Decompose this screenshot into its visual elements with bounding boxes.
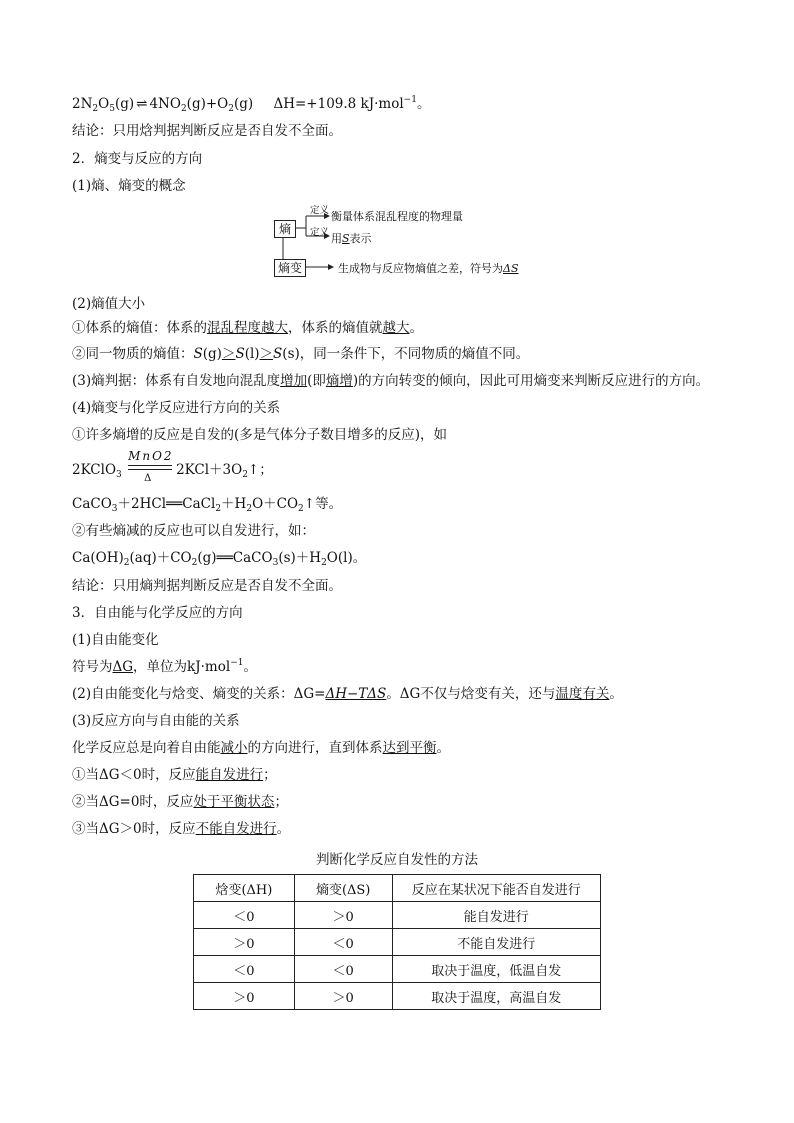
catalyst-arrow bbox=[126, 449, 176, 484]
header-enthalpy: 焓变(ΔH) bbox=[194, 875, 295, 902]
subheading-direction-free-energy: (3)反应方向与自由能的关系 bbox=[72, 713, 240, 729]
table-row bbox=[194, 983, 601, 1010]
equation-caoh2: $Ca(OH)_2(aq)+CO_2(g)══CaCO_3(s)+H_2O(l)$。 bbox=[72, 550, 367, 568]
condition-zero: ②当ΔG=0时，反应处于平衡状态； bbox=[72, 794, 288, 810]
subheading-free-energy: (1)自由能变化 bbox=[72, 632, 159, 648]
entropy-item-1: ①体系的熵值：体系的混乱程度越大，体系的熵值就越大。 bbox=[72, 320, 423, 336]
cell-entropy: ＜0 bbox=[294, 956, 392, 983]
cell-result: 能自发进行 bbox=[392, 902, 600, 929]
spontaneity-table bbox=[193, 874, 601, 1010]
header-entropy: 熵变(ΔS) bbox=[294, 875, 392, 902]
cell-entropy: ＞0 bbox=[294, 902, 392, 929]
cell-enthalpy: ＞0 bbox=[194, 929, 295, 956]
header-spontaneity: 反应在某状况下能否自发进行 bbox=[392, 875, 600, 902]
conclusion-enthalpy: 结论：只用焓判据判断反应是否自发不全面。 bbox=[72, 123, 342, 139]
cell-result: 取决于温度，低温自发 bbox=[392, 956, 600, 983]
entropy-box: 熵 bbox=[274, 220, 296, 238]
free-energy-rule: 化学反应总是向着自由能减小的方向进行，直到体系达到平衡。 bbox=[72, 740, 450, 756]
equilibrium-arrow: ⇌ bbox=[136, 96, 148, 112]
subheading-entropy-direction: (4)熵变与化学反应进行方向的关系 bbox=[72, 400, 281, 416]
entropy-change-box: 熵变 bbox=[274, 259, 306, 277]
table-header-row bbox=[194, 875, 601, 902]
subheading-entropy-magnitude: (2)熵值大小 bbox=[72, 296, 146, 312]
definition-label-2: 定义 bbox=[310, 227, 330, 238]
cell-result: 不能自发进行 bbox=[392, 929, 600, 956]
heat-label: Δ bbox=[144, 473, 152, 484]
entropy-item-2: ②同一物质的熵值：S(g)＞S(l)＞S(s)，同一条件下，不同物质的熵值不同。 bbox=[72, 346, 530, 362]
subheading-entropy-concept: (1)熵、熵变的概念 bbox=[72, 178, 186, 194]
entropy-criterion: (3)熵判据：体系有自发地向混乱度增加(即熵增)的方向转变的倾向，因此可用熵变来判断反应进行的方向。 bbox=[72, 373, 710, 389]
cell-entropy: ＞0 bbox=[294, 983, 392, 1010]
cell-entropy: ＜0 bbox=[294, 929, 392, 956]
equation-caco3: $CaCO_3+2HCl══CaCl_2+H_2O+CO_2↑$等。 bbox=[72, 496, 343, 514]
entropy-definition-text: 衡量体系混乱程度的物理量 bbox=[331, 210, 463, 223]
section-heading-3: 3．自由能与化学反应的方向 bbox=[72, 605, 243, 621]
section-heading-2: 2．熵变与反应的方向 bbox=[72, 151, 203, 167]
entropy-increase-examples: ①许多熵增的反应是自发的(多是气体分子数目增多的反应)，如 bbox=[72, 427, 448, 443]
entropy-decrease-intro: ②有些熵减的反应也可以自发进行，如： bbox=[72, 523, 315, 539]
table-row bbox=[194, 902, 601, 929]
table-row bbox=[194, 929, 601, 956]
cell-enthalpy: ＜0 bbox=[194, 956, 295, 983]
cell-enthalpy: ＜0 bbox=[194, 902, 295, 929]
free-energy-relation: (2)自由能变化与焓变、熵变的关系：ΔG=ΔH−TΔS。ΔG不仅与焓变有关，还与温度有关。 bbox=[72, 686, 623, 702]
entropy-change-text: 生成物与反应物熵值之差，符号为ΔS bbox=[338, 262, 519, 275]
condition-positive: ③当ΔG＞0时，反应不能自发进行。 bbox=[72, 821, 291, 837]
entropy-concept-diagram bbox=[270, 196, 530, 278]
table-row bbox=[194, 956, 601, 983]
catalyst-label: MnO2 bbox=[128, 449, 174, 463]
condition-negative: ①当ΔG＜0时，反应能自发进行； bbox=[72, 767, 277, 783]
equation-kclo3: 2KClO$_3$ MnO2 Δ $2KCl+3O_2↑$； bbox=[72, 462, 273, 478]
definition-label-1: 定义 bbox=[310, 205, 330, 216]
table-title: 判断化学反应自发性的方法 bbox=[316, 852, 478, 868]
conclusion-entropy: 结论：只用熵判据判断反应是否自发不全面。 bbox=[72, 578, 342, 594]
entropy-symbol-text: 用S表示 bbox=[331, 232, 372, 245]
equation-n2o5: $2N_2O_5(g)$ ⇌ $4NO_2(g)+O_2(g)$ ΔH=+109.8 kJ·mol$^{-1}$。 bbox=[72, 95, 431, 114]
cell-enthalpy: ＞0 bbox=[194, 983, 295, 1010]
free-energy-symbol: 符号为ΔG，单位为kJ·mol$^{-1}$。 bbox=[72, 658, 257, 675]
cell-result: 取决于温度，高温自发 bbox=[392, 983, 600, 1010]
